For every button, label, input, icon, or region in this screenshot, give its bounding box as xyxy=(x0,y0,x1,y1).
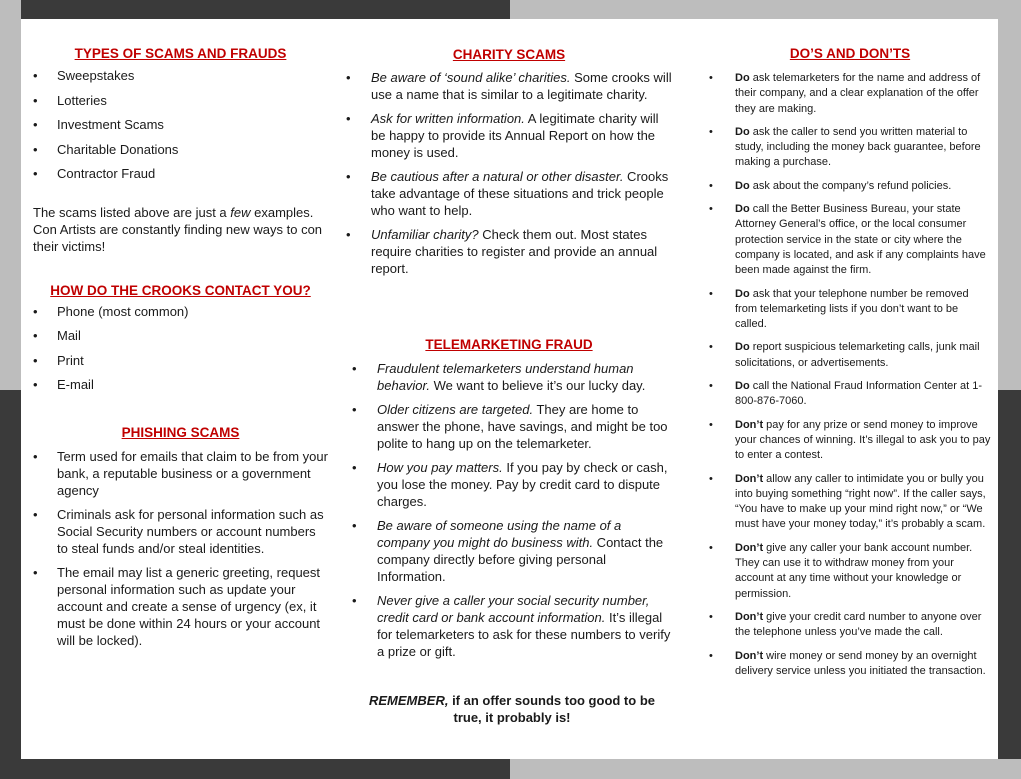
telemarketing-heading: TELEMARKETING FRAUD xyxy=(425,337,593,352)
list-item: • Don’t allow any caller to intimidate you or bully you into buying something “right now”. If the caller says, “You have to make up your mind right now,” or “We must have your money today,” it’s probably a scam. xyxy=(709,472,986,531)
list-item: • Be aware of ‘sound alike’ charities. Some crooks will use a name that is similar to a legitimate charity. xyxy=(346,70,672,102)
phishing-heading: PHISHING SCAMS xyxy=(121,424,240,440)
list-item: • Unfamiliar charity? Check them out. Most states require charities to register and provide an annual report. xyxy=(346,227,658,276)
list-item: • Don’t wire money or send money by an overnight delivery service unless you initiated the transaction. xyxy=(709,649,986,677)
list-item: • Charitable Donations xyxy=(33,141,179,157)
list-item: • Contractor Fraud xyxy=(33,166,156,181)
list-item: • Do ask that your telephone number be removed from telemarketing lists if you don’t want to be called. xyxy=(709,287,969,331)
list-item: • E-mail xyxy=(33,377,94,392)
list-item: • Do report suspicious telemarketing calls, junk mail solicitations, or advertisements. xyxy=(709,341,980,369)
list-item: • Do call the National Fraud Information Center at 1-800-876-7060. xyxy=(709,380,983,408)
frame-left-dark xyxy=(0,390,21,779)
column-right xyxy=(709,19,991,679)
list-item: • Mail xyxy=(33,328,81,343)
remember-note: REMEMBER, if an offer sounds too good to be true, it probably is! xyxy=(369,693,655,725)
list-item: • Criminals ask for personal information such as Social Security numbers or account numbers to steal funds and/or steal identities. xyxy=(33,506,324,556)
frame-left-light xyxy=(0,0,21,390)
types-note: The scams listed above are just a few examples. Con Artists are constantly finding new ways to con their victims! xyxy=(33,204,323,254)
charity-heading: CHARITY SCAMS xyxy=(452,47,566,62)
list-item: • Don’t give your credit card number to anyone over the telephone unless you’ve made the call. xyxy=(709,610,982,639)
list-item: • Term used for emails that claim to be from your bank, a reputable business or a government agency xyxy=(33,448,328,498)
dos-heading: DO’S AND DON’TS xyxy=(789,46,911,61)
telemarketing-list xyxy=(346,360,672,660)
column-left xyxy=(33,19,328,649)
list-item: • Do ask about the company’s refund policies. xyxy=(709,179,952,192)
list-item: • Investment Scams xyxy=(33,117,164,132)
list-item: • Do call the Better Business Bureau, your state Attorney General’s office, or the local consumer protection service in the state or city where the company is located, and ask if any complaints have been made against the firm. xyxy=(709,203,986,277)
list-item: • Sweepstakes xyxy=(33,68,135,83)
list-item: • Don’t pay for any prize or send money to improve your chances of winning. It’s illegal to ask you to pay to enter a contest. xyxy=(709,418,991,462)
list-item: • Don’t give any caller your bank account number. They can use it to withdraw money from your account at any time without your knowledge or permission. xyxy=(709,541,973,600)
brochure-page xyxy=(21,19,998,759)
column-middle xyxy=(346,19,672,726)
list-item: • Phone (most common) xyxy=(33,303,189,319)
types-heading: TYPES OF SCAMS AND FRAUDS xyxy=(74,46,287,61)
list-item: • The email may list a generic greeting, request personal information such as update your account and create a sense of urgency (ex, it must be done within 24 hours or your account will be locked). xyxy=(33,564,321,648)
list-item: • How you pay matters. If you pay by check or cash, you lose the money. Pay by credit card to dispute charges. xyxy=(352,460,668,509)
frame-bottom-dark xyxy=(0,759,510,779)
charity-list xyxy=(346,69,672,277)
list-item: • Older citizens are targeted. They are home to answer the phone, have savings, and might be too polite to hang up on the telemarketer. xyxy=(352,402,668,451)
list-item: • Be aware of someone using the name of a company you might do business with. Contact the company directly before giving personal Information. xyxy=(352,518,664,584)
frame-right-light xyxy=(998,0,1021,390)
list-item: • Lotteries xyxy=(33,92,107,108)
frame-top-dark xyxy=(0,0,510,19)
frame-right-dark xyxy=(998,390,1021,779)
frame-top-light xyxy=(510,0,1021,19)
contact-list xyxy=(33,303,328,401)
list-item: • Never give a caller your social security number, credit card or bank account information. It’s illegal for telemarketers to ask for these numbers to verify a prize or gift. xyxy=(352,593,671,659)
list-item: • Do ask telemarketers for the name and address of their company, and a clear explanation of the offer they are making. xyxy=(709,72,981,115)
types-list xyxy=(33,67,328,190)
list-item: • Do ask the caller to send you written material to study, including the money back guarantee, before making a purchase. xyxy=(709,125,981,169)
contact-heading: HOW DO THE CROOKS CONTACT YOU? xyxy=(50,282,311,298)
list-item: • Fraudulent telemarketers understand human behavior. We want to believe it’s our lucky day. xyxy=(352,361,646,393)
phishing-list xyxy=(33,448,328,649)
list-item: • Print xyxy=(33,352,84,368)
list-item: • Ask for written information. A legitimate charity will be happy to provide its Annual Report on how the money is used. xyxy=(346,111,659,160)
dos-list xyxy=(709,71,991,679)
list-item: • Be cautious after a natural or other disaster. Crooks take advantage of these situations and trick people who want to help. xyxy=(346,169,669,218)
frame-bottom-light xyxy=(510,759,1021,779)
